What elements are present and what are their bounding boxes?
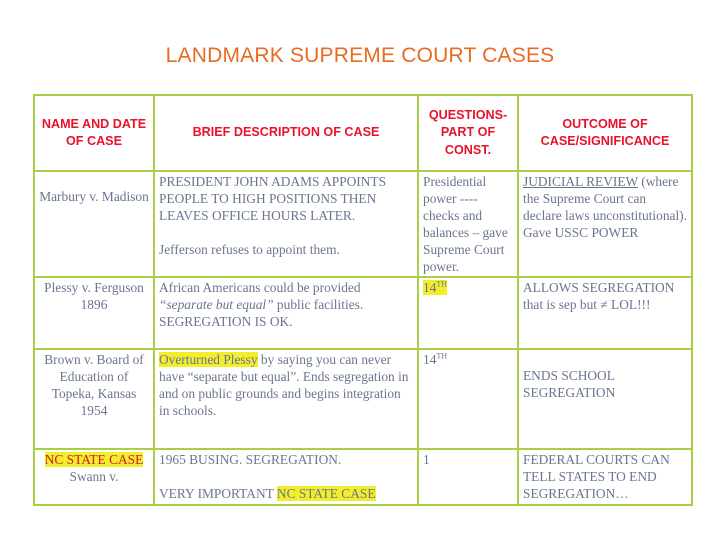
table-header-row — [34, 95, 692, 171]
amendment-badge — [423, 280, 447, 295]
case-description — [154, 171, 418, 277]
header-questions: QUESTIONS- PART OF CONST. — [418, 95, 518, 171]
case-name-highlight: NC STATE CASE — [44, 452, 144, 467]
description-text: Jefferson refuses to appoint them. — [159, 242, 340, 257]
description-text: African Americans could be provided — [159, 280, 361, 295]
description-text: PRESIDENT JOHN ADAMS APPOINTS PEOPLE TO HIGH POSITIONS THEN LEAVES OFFICE HOURS LATER. — [159, 174, 387, 223]
header-description: BRIEF DESCRIPTION OF CASE — [154, 95, 418, 171]
case-outcome: FEDERAL COURTS CAN TELL STATES TO END SEGREGATION… — [518, 449, 692, 505]
table-row — [34, 171, 692, 277]
amendment-number: 14 — [423, 352, 437, 367]
case-questions — [418, 277, 518, 349]
outcome-highlight: JUDICIAL REVIEW — [523, 174, 638, 189]
table-row — [34, 277, 692, 349]
page-title: LANDMARK SUPREME COURT CASES — [165, 44, 555, 67]
case-name-sub: Swann v. — [69, 469, 119, 484]
description-text: 1965 BUSING. SEGREGATION. — [159, 452, 342, 467]
case-description — [154, 349, 418, 449]
description-highlight: Overturned Plessy — [159, 352, 258, 367]
case-name — [34, 449, 154, 505]
case-description — [154, 277, 418, 349]
description-text: VERY IMPORTANT — [159, 486, 277, 501]
case-questions: 1 — [418, 449, 518, 505]
case-description — [154, 449, 418, 505]
case-name: Brown v. Board of Education of Topeka, Kansas 1954 — [34, 349, 154, 449]
amendment-suffix: TH — [436, 279, 448, 289]
table-row — [34, 349, 692, 449]
header-name: NAME AND DATE OF CASE — [34, 95, 154, 171]
case-questions — [418, 349, 518, 449]
case-outcome: ALLOWS SEGREGATION that is sep but ≠ LOL!!! — [518, 277, 692, 349]
case-outcome — [518, 171, 692, 277]
description-italic: “separate but equal” — [159, 297, 274, 312]
case-outcome: ENDS SCHOOL SEGREGATION — [518, 349, 692, 449]
case-name: Marbury v. Madison — [34, 171, 154, 277]
amendment-number: 14 — [423, 280, 437, 295]
outcome-text: (where the Supreme Court can declare laws unconstitutional). Gave USSC POWER — [523, 174, 687, 240]
case-name: Plessy v. Ferguson 1896 — [34, 277, 154, 349]
header-outcome: OUTCOME OF CASE/SIGNIFICANCE — [518, 95, 692, 171]
cases-table — [33, 94, 693, 506]
description-text: public facilities. SEGREGATION IS OK. — [159, 297, 364, 329]
description-text: by saying you can never have “separate but equal”. Ends segregation in and on public grounds and begins integration in schools. — [159, 352, 409, 418]
table-row — [34, 449, 692, 505]
description-highlight: NC STATE CASE — [276, 486, 376, 501]
amendment-suffix: TH — [436, 351, 448, 361]
case-questions: Presidential power ---- checks and balances – gave Supreme Court power. — [418, 171, 518, 277]
